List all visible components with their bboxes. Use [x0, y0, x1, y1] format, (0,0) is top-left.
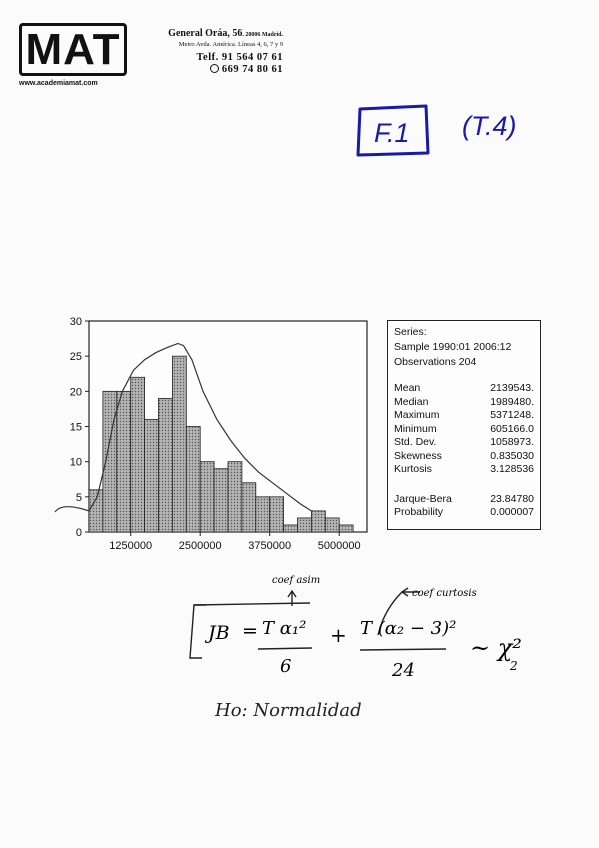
term1-denominator: 6 — [280, 656, 292, 677]
histogram-bar — [339, 525, 353, 532]
y-tick-label: 10 — [69, 456, 82, 469]
contact-block — [137, 28, 283, 75]
x-tick-label: 3750000 — [248, 540, 292, 552]
academy-logo — [19, 23, 127, 76]
term2-numerator: T (α₂ − 3)² — [360, 618, 457, 639]
stat-value: 0.000007 — [490, 506, 534, 518]
stat-label: Std. Dev. — [394, 436, 437, 448]
stat-label: Mean — [394, 382, 421, 394]
stat-row — [394, 450, 534, 464]
histogram-bar — [200, 462, 214, 532]
logo-text: MAT — [25, 24, 121, 74]
stat-row — [394, 409, 534, 423]
histogram-bar — [228, 462, 242, 532]
y-tick-label: 30 — [69, 316, 82, 328]
histogram-bar — [298, 518, 312, 532]
histogram-bar — [270, 497, 284, 532]
stat-label: Minimum — [394, 422, 437, 435]
phone-number: Telf. 91 564 07 61 — [196, 52, 283, 63]
jb-symbol: JB — [208, 622, 230, 644]
y-tick-label: 15 — [69, 421, 82, 434]
stat-label: Jarque-Bera — [394, 492, 452, 505]
y-tick-label: 20 — [69, 386, 82, 399]
stat-label: Maximum — [394, 409, 440, 421]
term2-denominator: 24 — [392, 660, 415, 681]
histogram-bar — [117, 391, 131, 532]
x-tick-label: 2500000 — [178, 540, 222, 552]
summary-statistics-box — [387, 320, 541, 530]
bracket — [190, 605, 206, 658]
stat-label: Median — [394, 395, 429, 408]
stat-label: Kurtosis — [394, 463, 432, 475]
series-label: Series: — [394, 326, 427, 338]
stat-row — [394, 506, 534, 520]
stat-row — [394, 382, 534, 396]
stat-label: Probability — [394, 506, 444, 518]
histogram-bar — [242, 483, 256, 532]
whatsapp-line: 669 74 80 61 — [137, 64, 283, 75]
stat-value: 5371248. — [490, 409, 534, 421]
histogram-bar — [89, 490, 103, 532]
plus-sign: + — [330, 623, 347, 647]
histogram-bar — [214, 469, 228, 532]
histogram-bar — [284, 525, 298, 532]
stat-value: 1989480. — [490, 395, 534, 408]
chi-degrees: 2 — [510, 659, 518, 673]
histogram-bar — [311, 511, 325, 532]
x-tick-label: 1250000 — [109, 540, 153, 552]
stat-row — [394, 423, 534, 437]
topic-tag — [350, 95, 580, 165]
svg-text:=: = — [242, 620, 258, 642]
coef-asim-note: coef asim — [272, 575, 321, 586]
website-url[interactable]: www.academiamat.com — [19, 80, 98, 87]
tag-label: F.1 — [374, 118, 410, 148]
histogram-bar — [186, 427, 200, 533]
histogram-bar — [172, 356, 186, 532]
observation-count: Observations 204 — [394, 356, 477, 368]
address-line-2: Metro Avda. América. Líneas 4, 6, 7 y 9 — [178, 41, 283, 48]
tag-note: (T.4) — [462, 111, 517, 141]
stat-row — [394, 396, 534, 410]
histogram-chart — [50, 312, 380, 562]
null-hypothesis: Ho: Normalidad — [215, 700, 362, 721]
stat-value: 0.835030 — [490, 449, 534, 462]
histogram-bar — [145, 419, 159, 532]
y-tick-label: 25 — [69, 351, 82, 364]
stat-value: 2139543. — [490, 382, 534, 394]
stat-label: Skewness — [394, 449, 442, 462]
y-tick-label: 5 — [75, 491, 82, 504]
stat-value: 3.128536 — [490, 463, 534, 475]
stat-value: 23.84780 — [490, 492, 534, 505]
stat-row — [394, 463, 534, 477]
fraction-bar-1 — [258, 648, 312, 649]
x-tick-label: 5000000 — [317, 540, 361, 552]
histogram-bar — [159, 398, 173, 532]
stat-row — [394, 436, 534, 450]
y-tick-label: 0 — [75, 527, 82, 539]
histogram-bar — [131, 377, 145, 532]
stat-value: 1058973. — [490, 436, 534, 448]
whatsapp-icon — [210, 64, 219, 73]
histogram-bar — [325, 518, 339, 532]
chi-square: ~ χ² — [470, 634, 522, 662]
stat-row — [394, 493, 534, 507]
histogram-bar — [256, 497, 270, 532]
stat-value: 605166.0 — [490, 422, 534, 435]
sample-range: Sample 1990:01 2006:12 — [394, 341, 512, 353]
fraction-bar-2 — [360, 649, 446, 650]
term1-numerator: T α₁² — [262, 618, 307, 639]
address-line-1: General Oráa, 56. 28006 Madrid. — [168, 28, 283, 39]
coef-curtosis-note: coef curtosis — [412, 588, 477, 599]
histogram-bar — [103, 391, 117, 532]
